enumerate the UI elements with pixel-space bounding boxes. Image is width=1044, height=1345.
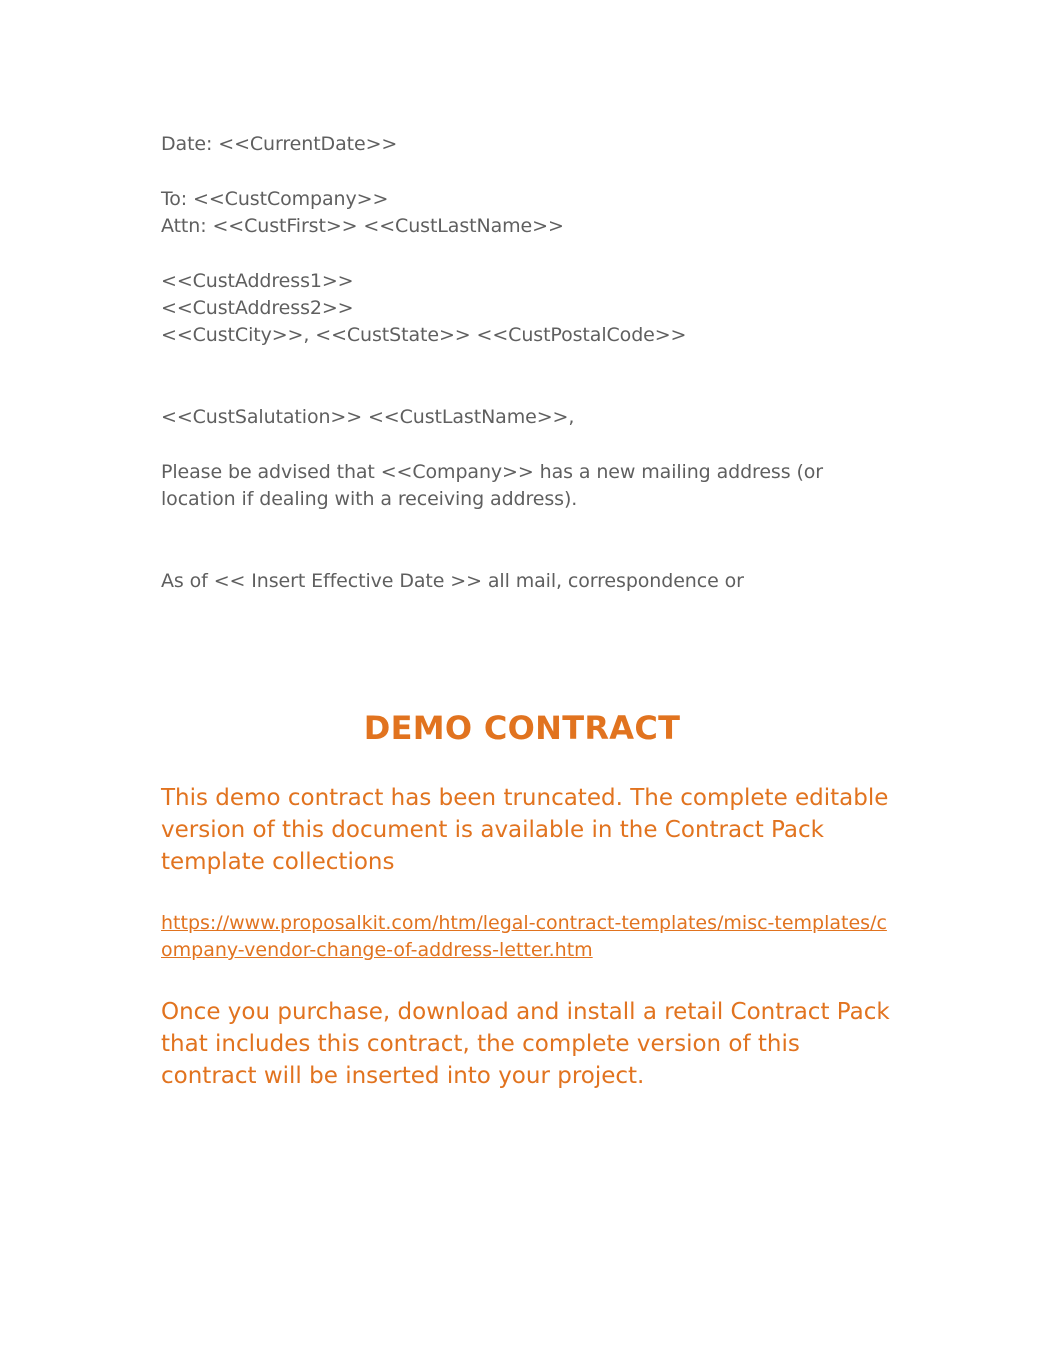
city-state-postal-line: <<CustCity>>, <<CustState>> <<CustPostalCode>>	[161, 324, 687, 346]
address-line-1: <<CustAddress1>>	[161, 270, 354, 292]
purchase-notice: Once you purchase, download and install a retail Contract Pack that includes this contract, the complete version of this contract will be inserted into your project.	[161, 999, 890, 1089]
attn-line: Attn: <<CustFirst>> <<CustLastName>>	[161, 215, 564, 237]
demo-contract-title: DEMO CONTRACT	[363, 709, 681, 747]
demo-link-container	[161, 910, 891, 964]
address-line-2: <<CustAddress2>>	[161, 297, 354, 319]
truncated-notice: This demo contract has been truncated. The complete editable version of this document is available in the Contract Pack template collections	[161, 785, 889, 875]
to-line: To: <<CustCompany>>	[161, 188, 389, 210]
salutation-line: <<CustSalutation>> <<CustLastName>>,	[161, 406, 575, 428]
effective-date-line: As of << Insert Effective Date >> all mail, correspondence or	[161, 570, 744, 592]
date-line: Date: <<CurrentDate>>	[161, 133, 398, 155]
contract-link[interactable]: https://www.proposalkit.com/htm/legal-contract-templates/misc-templates/company-vendor-change-of-address-letter.htm	[161, 912, 887, 961]
body-paragraph: Please be advised that <<Company>> has a new mailing address (or location if dealing with a receiving address).	[161, 461, 824, 510]
